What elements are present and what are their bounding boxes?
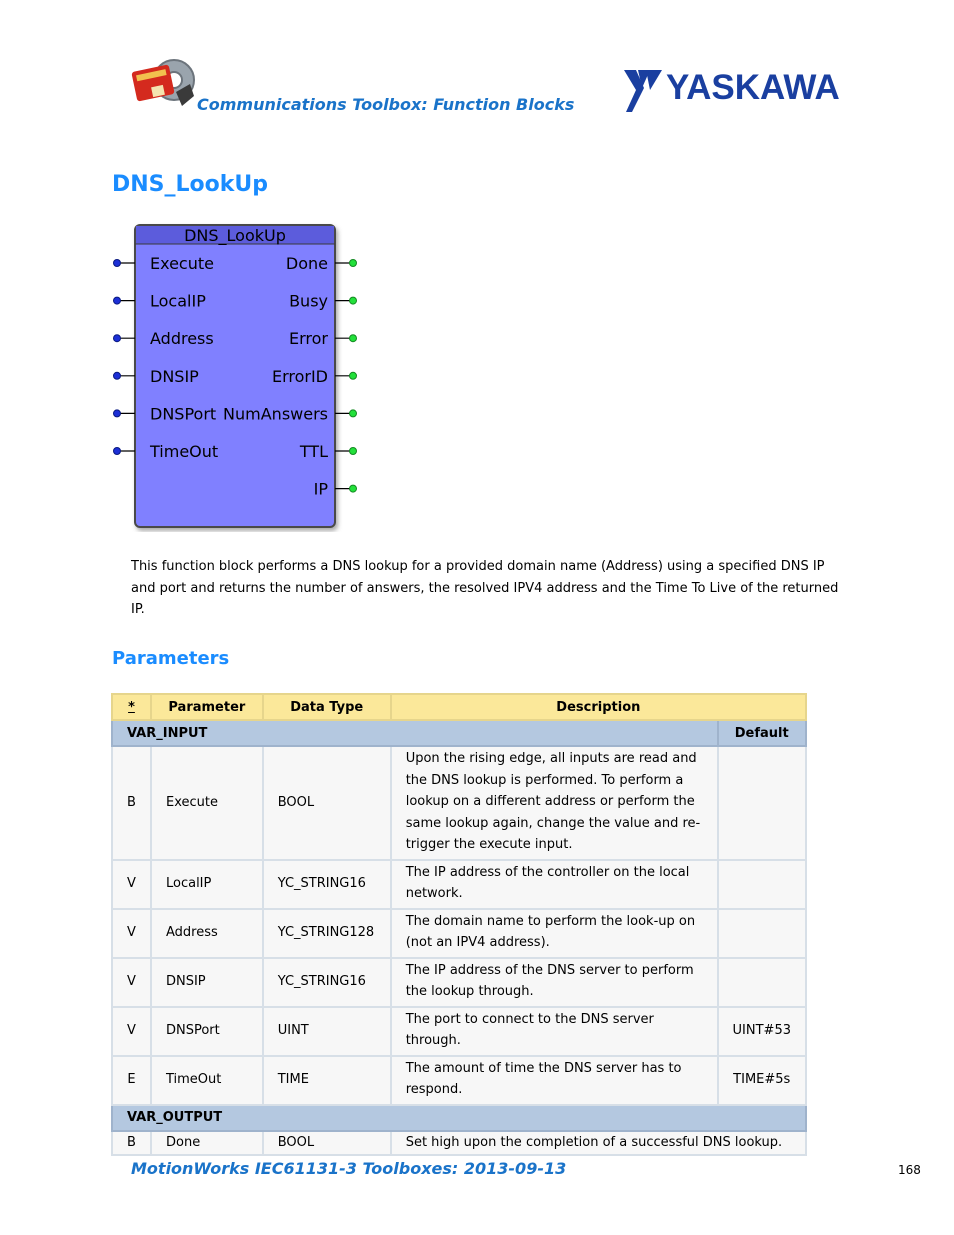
function-block-title: DNS_LookUp [184, 226, 286, 245]
output-pin-label: Busy [289, 291, 328, 311]
cell-description: The amount of time the DNS server has to respond. [391, 1056, 718, 1105]
output-pin-errorid [272, 367, 357, 386]
input-pin-dot [114, 335, 121, 342]
toolbox-logo-icon [130, 56, 198, 112]
output-pin-dot [350, 485, 357, 492]
cell-parameter: TimeOut [151, 1056, 263, 1105]
output-pin-dot [350, 410, 357, 417]
intro-paragraph: This function block performs a DNS lookup for a provided domain name (Address) using a specified DNS IP and port and returns the number of answers, the resolved IPV4 address and the Time To Live of the returned IP. [131, 559, 839, 617]
cell-kind: V [112, 860, 151, 909]
input-pin-dot [114, 372, 121, 379]
cell-data-type: UINT [263, 1007, 391, 1056]
parameters-heading: Parameters [112, 648, 230, 669]
output-pin-dot [350, 297, 357, 304]
header-data-type: Data Type [263, 694, 391, 720]
cell-kind: V [112, 1007, 151, 1056]
cell-default: TIME#5s [718, 1056, 806, 1105]
output-pin-ttl [299, 442, 357, 461]
var-input-label: VAR_INPUT [112, 720, 718, 746]
output-pin-numanswers [223, 404, 356, 423]
cell-parameter: DNSPort [151, 1007, 263, 1056]
cell-description: The port to connect to the DNS server through. [391, 1007, 718, 1056]
brand-wordmark: YASKAWA [666, 68, 840, 107]
function-block-diagram [110, 222, 360, 532]
output-pin-label: Error [289, 329, 328, 349]
header-star: * [112, 694, 151, 720]
output-pin-busy [289, 292, 356, 311]
cell-data-type: YC_STRING128 [263, 909, 391, 958]
output-pin-error [289, 329, 357, 348]
cell-data-type: BOOL [263, 746, 391, 860]
cell-parameter: LocalIP [151, 860, 263, 909]
table-row [112, 860, 806, 909]
yaskawa-logo [622, 66, 844, 112]
cell-kind: B [112, 746, 151, 860]
input-pin-label: LocalIP [150, 291, 206, 311]
var-output-label: VAR_OUTPUT [112, 1105, 806, 1131]
footer-text: MotionWorks IEC61131-3 Toolboxes: 2013-09-13 [131, 1159, 567, 1178]
cell-kind: V [112, 958, 151, 1007]
input-pin-dot [114, 410, 121, 417]
output-pin-dot [350, 448, 357, 455]
output-pin-dot [350, 260, 357, 267]
output-pin-label: Done [285, 254, 328, 273]
output-pin-done [286, 254, 357, 273]
input-pin-address [114, 329, 214, 348]
cell-parameter: Done [151, 1131, 263, 1155]
output-pin-dot [350, 335, 357, 342]
input-pin-label: Address [150, 329, 214, 349]
cell-parameter: Address [151, 909, 263, 958]
cell-data-type: BOOL [263, 1131, 391, 1155]
cell-parameter: DNSIP [151, 958, 263, 1007]
table-row [112, 909, 806, 958]
output-pin-label: NumAnswers [223, 404, 328, 424]
output-pin-dot [350, 372, 357, 379]
page-title: DNS_LookUp [112, 172, 269, 197]
header-description: Description [391, 694, 806, 720]
table-row [112, 1007, 806, 1056]
cell-default [718, 860, 806, 909]
input-pin-dot [114, 448, 121, 455]
cell-description: The IP address of the DNS server to perform the lookup through. [391, 958, 718, 1007]
output-pin-label: ErrorID [271, 366, 328, 386]
table-row [112, 958, 806, 1007]
table-row [112, 1056, 806, 1105]
cell-default [718, 958, 806, 1007]
input-pin-dnsip [114, 367, 200, 386]
input-pin-label: DNSPort [150, 404, 217, 424]
cell-data-type: YC_STRING16 [263, 860, 391, 909]
parameters-table [111, 693, 807, 1156]
header-parameter: Parameter [151, 694, 263, 720]
input-pin-label: TimeOut [150, 442, 219, 461]
cell-data-type: TIME [263, 1056, 391, 1105]
cell-kind: V [112, 909, 151, 958]
input-pin-label: DNSIP [150, 366, 199, 386]
output-pin-label: IP [313, 479, 328, 499]
header-title: Communications Toolbox: Function Blocks [197, 95, 575, 114]
input-pin-timeout [114, 442, 219, 461]
cell-description: Set high upon the completion of a successful DNS lookup. [391, 1131, 806, 1155]
default-column-label: Default [718, 720, 806, 746]
input-pin-dnsport [114, 404, 217, 423]
cell-data-type: YC_STRING16 [263, 958, 391, 1007]
cell-default [718, 909, 806, 958]
cell-default [718, 746, 806, 860]
cell-description: The domain name to perform the look-up on (not an IPV4 address). [391, 909, 718, 958]
cell-description: The IP address of the controller on the local network. [391, 860, 718, 909]
cell-kind: B [112, 1131, 151, 1155]
table-row [112, 746, 806, 860]
table-header-row [112, 694, 806, 720]
cell-parameter: Execute [151, 746, 263, 860]
cell-description: Upon the rising edge, all inputs are read and the DNS lookup is performed. To perform a lookup on a different address or perform the same lookup again, change the value and re-trigger the execute input. [391, 746, 718, 860]
input-pin-label: Execute [150, 254, 214, 273]
cell-default: UINT#53 [718, 1007, 806, 1056]
input-pin-localip [114, 292, 207, 311]
var-input-group-row [112, 720, 806, 746]
output-pin-label: TTL [299, 442, 328, 461]
input-pin-dot [114, 260, 121, 267]
input-pin-dot [114, 297, 121, 304]
var-output-group-row [112, 1105, 806, 1131]
input-pin-execute [114, 254, 214, 273]
page-number: 168 [898, 1163, 921, 1177]
cell-kind: E [112, 1056, 151, 1105]
table-row [112, 1131, 806, 1155]
